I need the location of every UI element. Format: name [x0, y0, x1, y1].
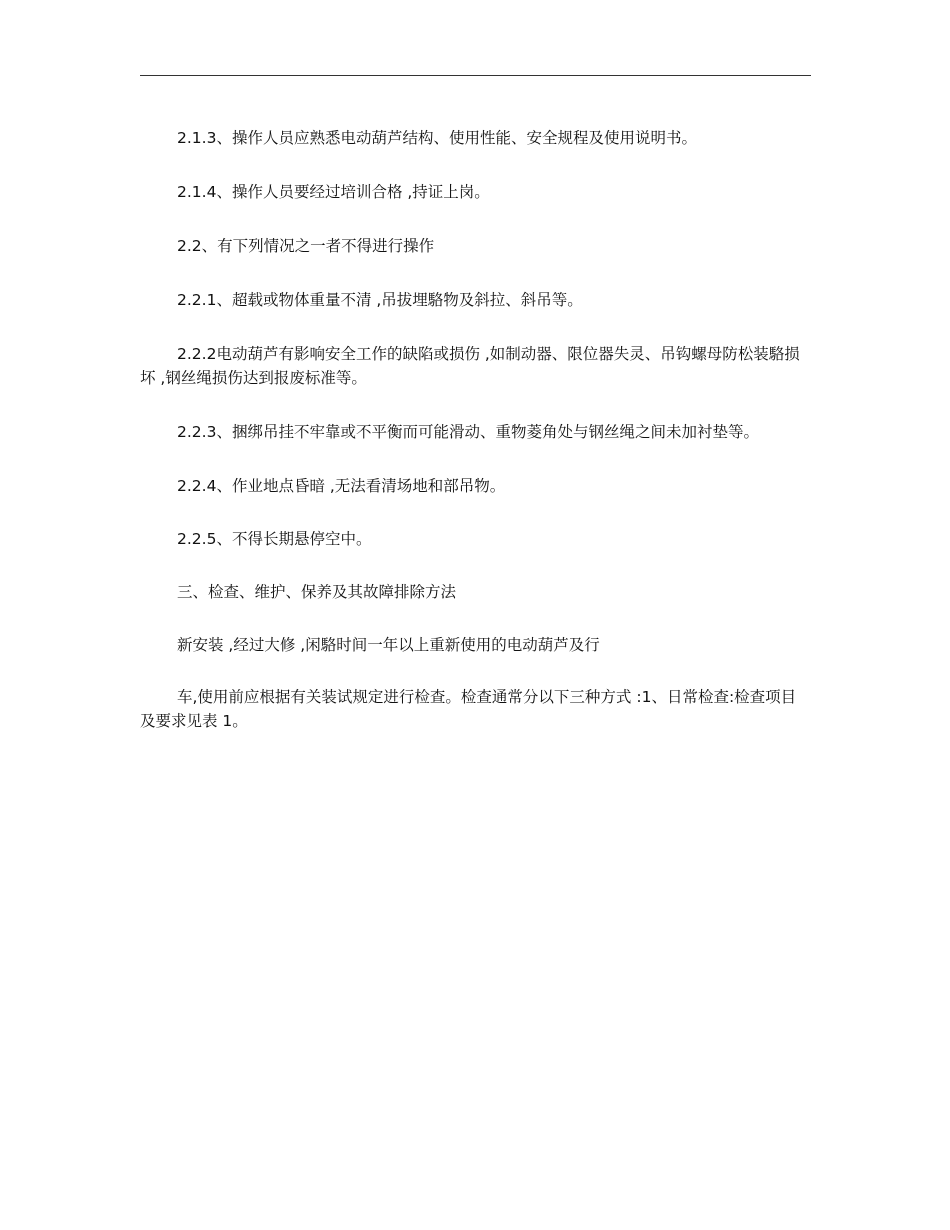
paragraph-2-2: 2.2、有下列情况之一者不得进行操作 — [177, 237, 435, 255]
paragraph-2-1-3: 2.1.3、操作人员应熟悉电动葫芦结构、使用性能、安全规程及使用说明书。 — [177, 129, 697, 147]
section-heading-3: 三、检查、维护、保养及其故障排除方法 — [177, 583, 457, 601]
paragraph-2-2-4: 2.2.4、作业地点昏暗 ,无法看清场地和部吊物。 — [177, 477, 506, 495]
paragraph-2-2-1: 2.2.1、超载或物体重量不清 ,吊拔埋駱物及斜拉、斜吊等。 — [177, 291, 583, 309]
paragraph-new-install: 新安装 ,经过大修 ,闲駱时间一年以上重新使用的电动葫芦及行 — [177, 636, 600, 654]
paragraph-2-2-3: 2.2.3、捆绑吊挂不牢靠或不平衡而可能滑动、重物菱角处与钢丝绳之间未加衬垫等。 — [177, 423, 759, 441]
paragraph-2-2-5: 2.2.5、不得长期悬停空中。 — [177, 530, 372, 548]
header-rule — [140, 75, 811, 76]
document-body — [140, 126, 800, 733]
paragraph-inspection-methods: 车,使用前应根据有关装试规定进行检查。检查通常分以下三种方式 :1、日常检查:检查项目及要求见表 1。 — [140, 688, 797, 730]
paragraph-2-1-4: 2.1.4、操作人员要经过培训合格 ,持证上岗。 — [177, 183, 490, 201]
paragraph-2-2-2: 2.2.2电动葫芦有影响安全工作的缺陷或损伤 ,如制动器、限位器失灵、吊钩螺母防松装駱损坏 ,钢丝绳损伤达到报废标准等。 — [140, 345, 800, 387]
